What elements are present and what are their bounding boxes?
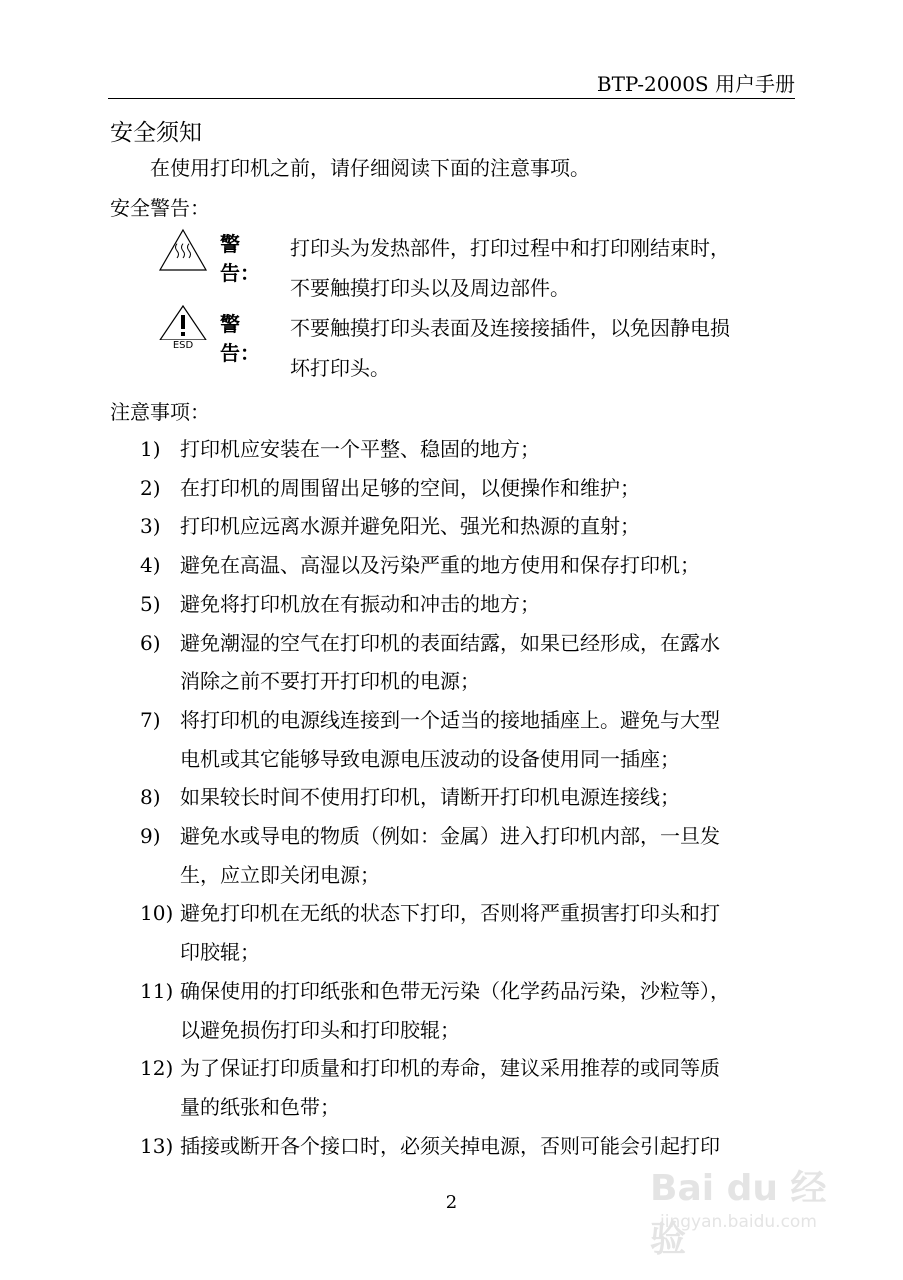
item-line: 打印机应远离水源并避免阳光、强光和热源的直射； [180, 514, 640, 539]
list-item [140, 469, 800, 508]
intro-paragraph: 在使用打印机之前，请仔细阅读下面的注意事项。 [150, 156, 590, 180]
item-line: 为了保证打印质量和打印机的寿命，建议采用推荐的或同等质 [180, 1056, 720, 1081]
warning-label: 警告： [220, 312, 260, 365]
item-number: 7) [140, 707, 161, 732]
item-line: 印胶辊； [180, 940, 260, 965]
item-line: 电机或其它能够导致电源电压波动的设备使用同一插座； [180, 746, 680, 771]
item-line: 将打印机的电源线连接到一个适当的接地插座上。避免与大型 [180, 707, 720, 732]
item-number: 8) [140, 785, 161, 810]
warning-text [290, 308, 730, 388]
item-line: 消除之前不要打开打印机的电源； [180, 669, 480, 694]
item-line: 生，应立即关闭电源； [180, 862, 380, 887]
item-number: 10) [140, 901, 174, 926]
warning-label: 警告： [220, 232, 260, 285]
notes-list [140, 430, 800, 1165]
warning-line: 不要触摸打印头以及周边部件。 [290, 276, 570, 300]
item-line: 如果较长时间不使用打印机，请断开打印机电源连接线； [180, 785, 680, 810]
item-line: 打印机应安装在一个平整、稳固的地方； [180, 437, 540, 461]
list-item [140, 430, 800, 469]
item-number: 4) [140, 553, 161, 578]
item-line: 避免将打印机放在有振动和冲击的地方； [180, 591, 540, 616]
page-number: 2 [445, 1192, 458, 1213]
running-header: BTP-2000S 用户手册 [596, 72, 795, 96]
esd-icon-text: ESD [158, 340, 208, 351]
item-line: 以避免损伤打印头和打印胶辊； [180, 1017, 460, 1042]
list-item [140, 624, 800, 701]
list-item [140, 507, 800, 546]
item-line: 避免打印机在无纸的状态下打印，否则将严重损害打印头和打 [180, 901, 720, 926]
item-number: 9) [140, 824, 161, 849]
watermark-url: jingyan.baidu.com [660, 1212, 817, 1232]
list-item [140, 778, 800, 817]
item-line: 插接或断开各个接口时，必须关掉电源，否则可能会引起打印 [180, 1133, 720, 1158]
warning-line: 坏打印头。 [290, 356, 390, 380]
item-number: 5) [140, 591, 161, 616]
item-number: 2) [140, 475, 161, 500]
item-line: 在打印机的周围留出足够的空间，以便操作和维护； [180, 475, 640, 500]
header-rule [108, 98, 795, 99]
list-item [140, 585, 800, 624]
item-number: 6) [140, 630, 161, 655]
section-title: 安全须知 [110, 120, 202, 146]
list-item [140, 701, 800, 778]
warning-line: 打印头为发热部件，打印过程中和打印刚结束时， [290, 236, 730, 260]
item-line: 避免在高温、高湿以及污染严重的地方使用和保存打印机； [180, 553, 700, 578]
item-line: 量的纸张和色带； [180, 1094, 340, 1119]
item-line: 避免潮湿的空气在打印机的表面结露，如果已经形成，在露水 [180, 630, 720, 655]
baidu-watermark [640, 1160, 850, 1260]
item-number: 3) [140, 514, 161, 539]
warning-line: 不要触摸打印头表面及连接接插件，以免因静电损 [290, 316, 730, 340]
list-item [140, 972, 800, 1049]
item-line: 避免水或导电的物质（例如：金属）进入打印机内部，一旦发 [180, 824, 720, 849]
list-item [140, 817, 800, 894]
list-item [140, 894, 800, 971]
list-item [140, 1049, 800, 1126]
warnings-heading: 安全警告： [110, 196, 210, 220]
warning-text [290, 228, 730, 308]
item-number: 12) [140, 1056, 174, 1081]
watermark-brand: Bai du 经验 [650, 1168, 827, 1260]
item-number: 13) [140, 1133, 174, 1158]
item-number: 1) [140, 437, 161, 461]
hot-surface-icon [158, 228, 208, 274]
item-number: 11) [140, 978, 174, 1003]
list-item [140, 546, 800, 585]
notes-heading: 注意事项： [110, 400, 210, 424]
item-line: 确保使用的打印纸张和色带无污染（化学药品污染，沙粒等）， [180, 978, 730, 1003]
